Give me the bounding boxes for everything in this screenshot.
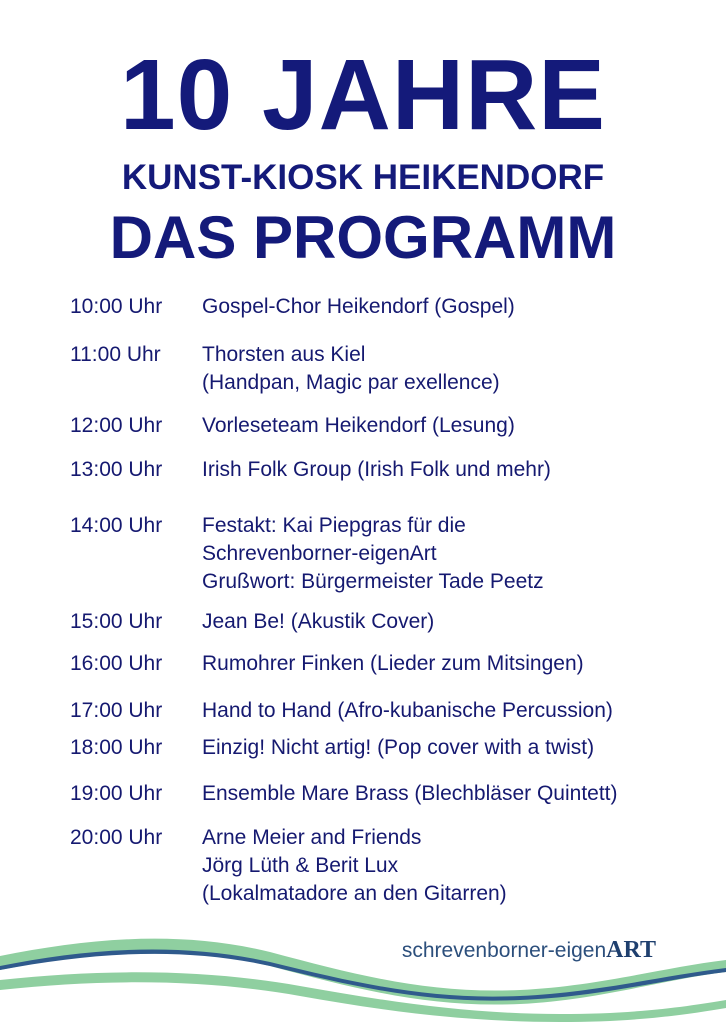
act-line: Hand to Hand (Afro-kubanische Percussion) bbox=[202, 699, 613, 722]
schedule-act bbox=[202, 650, 584, 678]
act-line: Vorleseteam Heikendorf (Lesung) bbox=[202, 414, 515, 437]
schedule-act bbox=[202, 293, 515, 321]
schedule-time: 11:00 Uhr bbox=[70, 343, 161, 366]
page-title: 10 JAHRE bbox=[120, 39, 606, 151]
schedule-act bbox=[202, 412, 515, 440]
schedule-act bbox=[202, 697, 613, 725]
act-line: Einzig! Nicht artig! (Pop cover with a twist) bbox=[202, 736, 595, 759]
schedule-act bbox=[202, 456, 551, 484]
act-line: Ensemble Mare Brass (Blechbläser Quintett) bbox=[202, 782, 618, 805]
schedule-time: 13:00 Uhr bbox=[70, 458, 163, 481]
act-line: Arne Meier and Friends bbox=[202, 826, 422, 849]
act-line: Gospel-Chor Heikendorf (Gospel) bbox=[202, 295, 515, 318]
act-line: Grußwort: Bürgermeister Tade Peetz bbox=[202, 570, 544, 593]
act-line: Irish Folk Group (Irish Folk und mehr) bbox=[202, 458, 551, 481]
schedule-act bbox=[202, 341, 500, 397]
program-heading: DAS PROGRAMM bbox=[109, 204, 617, 271]
schedule-time: 20:00 Uhr bbox=[70, 826, 163, 849]
schedule-time: 17:00 Uhr bbox=[70, 699, 163, 722]
schedule-time: 19:00 Uhr bbox=[70, 782, 163, 805]
schedule-time: 16:00 Uhr bbox=[70, 652, 163, 675]
schedule-act bbox=[202, 780, 618, 808]
act-line: (Lokalmatadore an den Gitarren) bbox=[202, 882, 507, 905]
act-line: Rumohrer Finken (Lieder zum Mitsingen) bbox=[202, 652, 584, 675]
brand-logo bbox=[402, 936, 656, 965]
schedule-time: 10:00 Uhr bbox=[70, 295, 163, 318]
brand-art: ART bbox=[606, 937, 656, 963]
schedule-time: 14:00 Uhr bbox=[70, 514, 163, 537]
venue-subtitle: KUNST-KIOSK HEIKENDORF bbox=[121, 158, 605, 197]
act-line: Jörg Lüth & Berit Lux bbox=[202, 854, 399, 877]
schedule-time: 12:00 Uhr bbox=[70, 414, 163, 437]
act-line: Festakt: Kai Piepgras für die bbox=[202, 514, 466, 537]
act-line: Jean Be! (Akustik Cover) bbox=[202, 610, 435, 633]
schedule-act bbox=[202, 512, 544, 596]
brand-name: schrevenborner-eigen bbox=[401, 939, 607, 962]
schedule-act bbox=[202, 608, 434, 636]
act-line: Schrevenborner-eigenArt bbox=[202, 542, 437, 565]
act-line: Thorsten aus Kiel bbox=[202, 343, 366, 366]
schedule-act bbox=[202, 734, 594, 762]
schedule-time: 15:00 Uhr bbox=[70, 610, 163, 633]
schedule-time: 18:00 Uhr bbox=[70, 736, 163, 759]
act-line: (Handpan, Magic par exellence) bbox=[202, 371, 500, 394]
schedule-act bbox=[202, 824, 507, 908]
